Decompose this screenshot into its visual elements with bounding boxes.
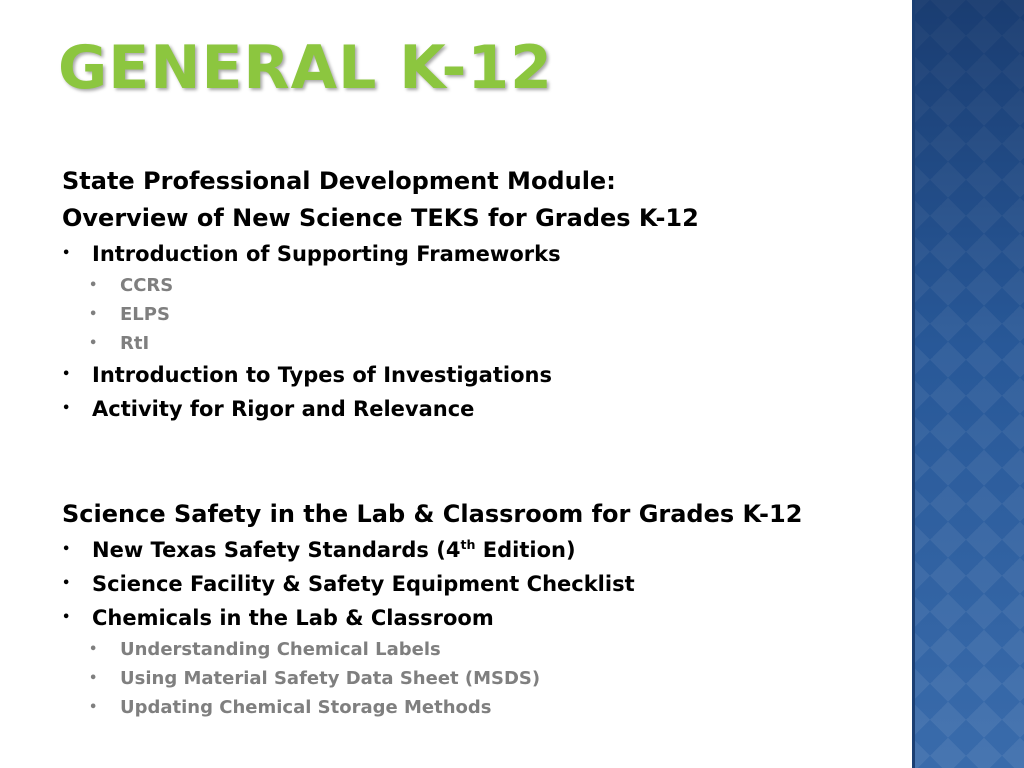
list-item [62, 392, 902, 426]
sub-list-item [62, 664, 902, 693]
bullet-icon: • [62, 367, 71, 382]
list-item [62, 601, 902, 635]
sub-list-item-label: ELPS [120, 304, 170, 325]
list-item-label: Science Facility & Safety Equipment Checklist [92, 572, 635, 596]
bullet-icon: • [89, 307, 98, 322]
list-item-label: Introduction of Supporting Frameworks [92, 242, 561, 266]
slide-title: GENERAL K-12 [58, 33, 553, 103]
bullet-icon: • [62, 542, 71, 557]
bullet-icon: • [62, 610, 71, 625]
bullet-icon: • [62, 401, 71, 416]
bullet-icon: • [89, 642, 98, 657]
slide-content [62, 163, 902, 722]
sub-list-item [62, 329, 902, 358]
side-panel-edge [912, 0, 915, 768]
bullet-icon: • [89, 336, 98, 351]
section2-heading: Science Safety in the Lab & Classroom for Grades K-12 [62, 500, 803, 528]
sub-list-item-label: RtI [120, 333, 150, 354]
bullet-icon: • [62, 576, 71, 591]
list-item-label: Chemicals in the Lab & Classroom [92, 606, 494, 630]
bullet-icon: • [89, 700, 98, 715]
safety-standards-prefix: New Texas Safety Standards (4 [92, 538, 461, 562]
sub-list-item-label: Understanding Chemical Labels [120, 639, 441, 660]
section-spacer [62, 426, 902, 496]
list-item-label: Introduction to Types of Investigations [92, 363, 552, 387]
list-item [62, 237, 902, 271]
decorative-side-panel [912, 0, 1024, 768]
list-item [62, 358, 902, 392]
section1-heading-line1: State Professional Development Module: [62, 167, 616, 195]
sub-list-item-label: Using Material Safety Data Sheet (MSDS) [120, 668, 541, 689]
safety-standards-ordinal: th [460, 537, 476, 552]
bullet-icon: • [89, 671, 98, 686]
sub-list-item [62, 271, 902, 300]
list-item-label: Activity for Rigor and Relevance [92, 397, 475, 421]
list-item [62, 533, 902, 567]
list-item-label [92, 538, 576, 562]
sub-list-item-label: CCRS [120, 275, 174, 296]
sub-list-item [62, 635, 902, 664]
bullet-icon: • [89, 278, 98, 293]
sub-list-item-label: Updating Chemical Storage Methods [120, 697, 492, 718]
bullet-icon: • [62, 246, 71, 261]
sub-list-item [62, 300, 902, 329]
list-item [62, 567, 902, 601]
section1-heading-line2: Overview of New Science TEKS for Grades K-12 [62, 204, 699, 232]
safety-standards-suffix: Edition) [475, 538, 576, 562]
sub-list-item [62, 693, 902, 722]
